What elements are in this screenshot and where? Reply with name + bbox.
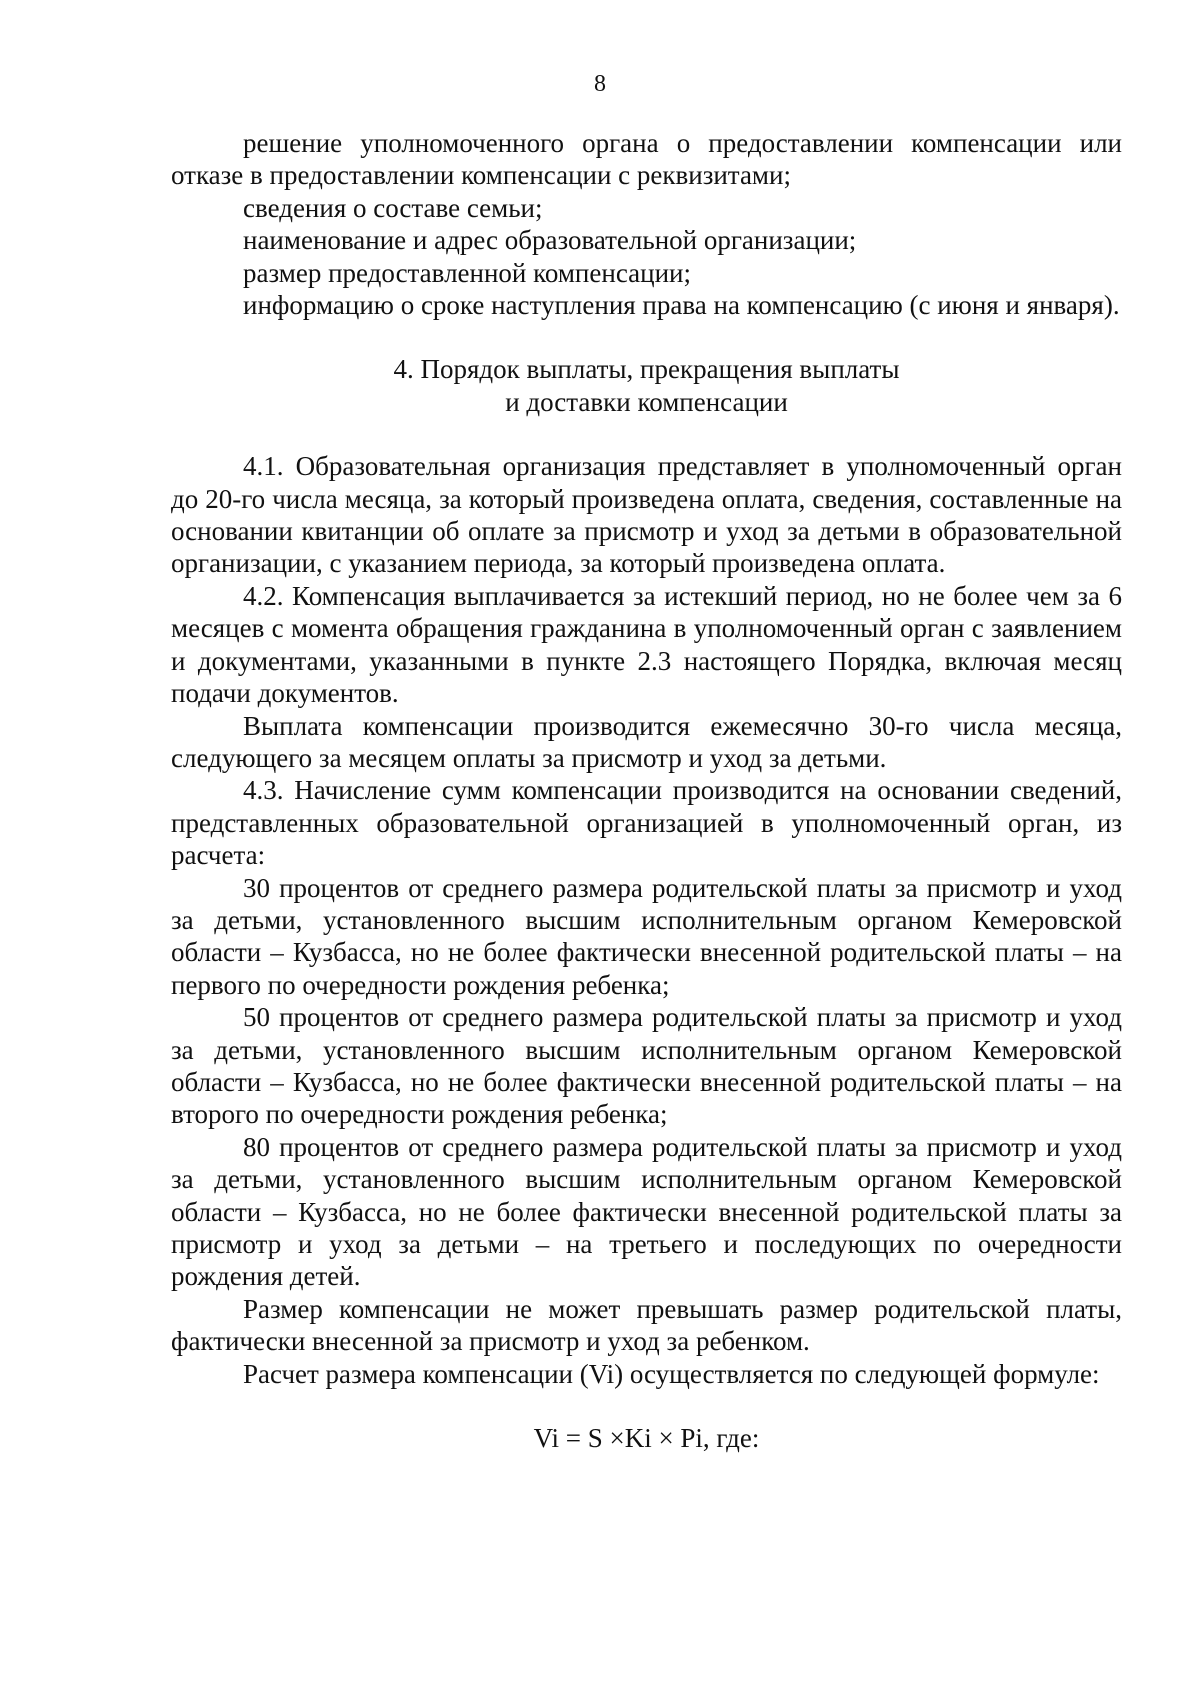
intro-item: размер предоставленной компенсации; (243, 257, 691, 288)
intro-item: наименование и адрес образовательной организации; (243, 225, 857, 256)
section-heading-line: и доставки компенсации (505, 386, 788, 417)
paragraph-4-2: 4.2. Компенсация выплачивается за истекший период, но не более чем за 6 месяцев с момента обращения гражданина в уполномоченный орган с заявлением и документами, указанными в пункте 2.3 настоящего Порядка, включая месяц подачи документов. (171, 580, 1122, 709)
section-heading-line: 4. Порядок выплаты, прекращения выплаты (393, 354, 900, 385)
paragraph-4-3: 4.3. Начисление сумм компенсации производится на основании сведений, представленных образовательной организацией в уполномоченный орган, из расчета: (171, 775, 1122, 871)
intro-item: сведения о составе семьи; (243, 192, 543, 223)
paragraph: 30 процентов от среднего размера родительской платы за присмотр и уход за детьми, установленного высшим исполнительным органом Кемеровской области – Кузбасса, но не более фактически внесенной родительской платы – на первого по очередности рождения ребенка; (171, 872, 1122, 1000)
document-body (171, 127, 1122, 1454)
paragraph-4-1: 4.1. Образовательная организация представляет в уполномоченный орган до 20-го числа месяца, за который произведена оплата, сведения, составленные на основании квитанции об оплате за присмотр и уход за детьми в образовательной организации, с указанием периода, за который произведена оплата. (171, 451, 1122, 579)
page-number: 8 (594, 71, 606, 97)
section-heading (171, 353, 1122, 418)
paragraph: Размер компенсации не может превышать размер родительской платы, фактически внесенной за присмотр и уход за ребенком. (171, 1293, 1122, 1357)
paragraph: 80 процентов от среднего размера родительской платы за присмотр и уход за детьми, установленного высшим исполнительным органом Кемеровской области – Кузбасса, но не более фактически внесенной родительской платы за присмотр и уход за детьми – на третьего и последующих по очередности рождения детей. (171, 1131, 1122, 1292)
paragraph: Выплата компенсации производится ежемесячно 30-го числа месяца, следующего за месяцем оплаты за присмотр и уход за детьми. (171, 710, 1122, 773)
paragraph: 50 процентов от среднего размера родительской платы за присмотр и уход за детьми, установленного высшим исполнительным органом Кемеровской области – Кузбасса, но не более фактически внесенной родительской платы – на второго по очередности рождения ребенка; (171, 1002, 1122, 1130)
intro-item: решение уполномоченного органа о предоставлении компенсации или отказе в предоставлении компенсации с реквизитами; (171, 128, 1122, 191)
paragraph: Расчет размера компенсации (Vi) осуществляется по следующей формуле: (243, 1358, 1100, 1389)
formula: Vi = S ×Ki × Pi, где: (533, 1423, 760, 1454)
intro-item: информацию о сроке наступления права на компенсацию (с июня и января). (243, 290, 1120, 321)
